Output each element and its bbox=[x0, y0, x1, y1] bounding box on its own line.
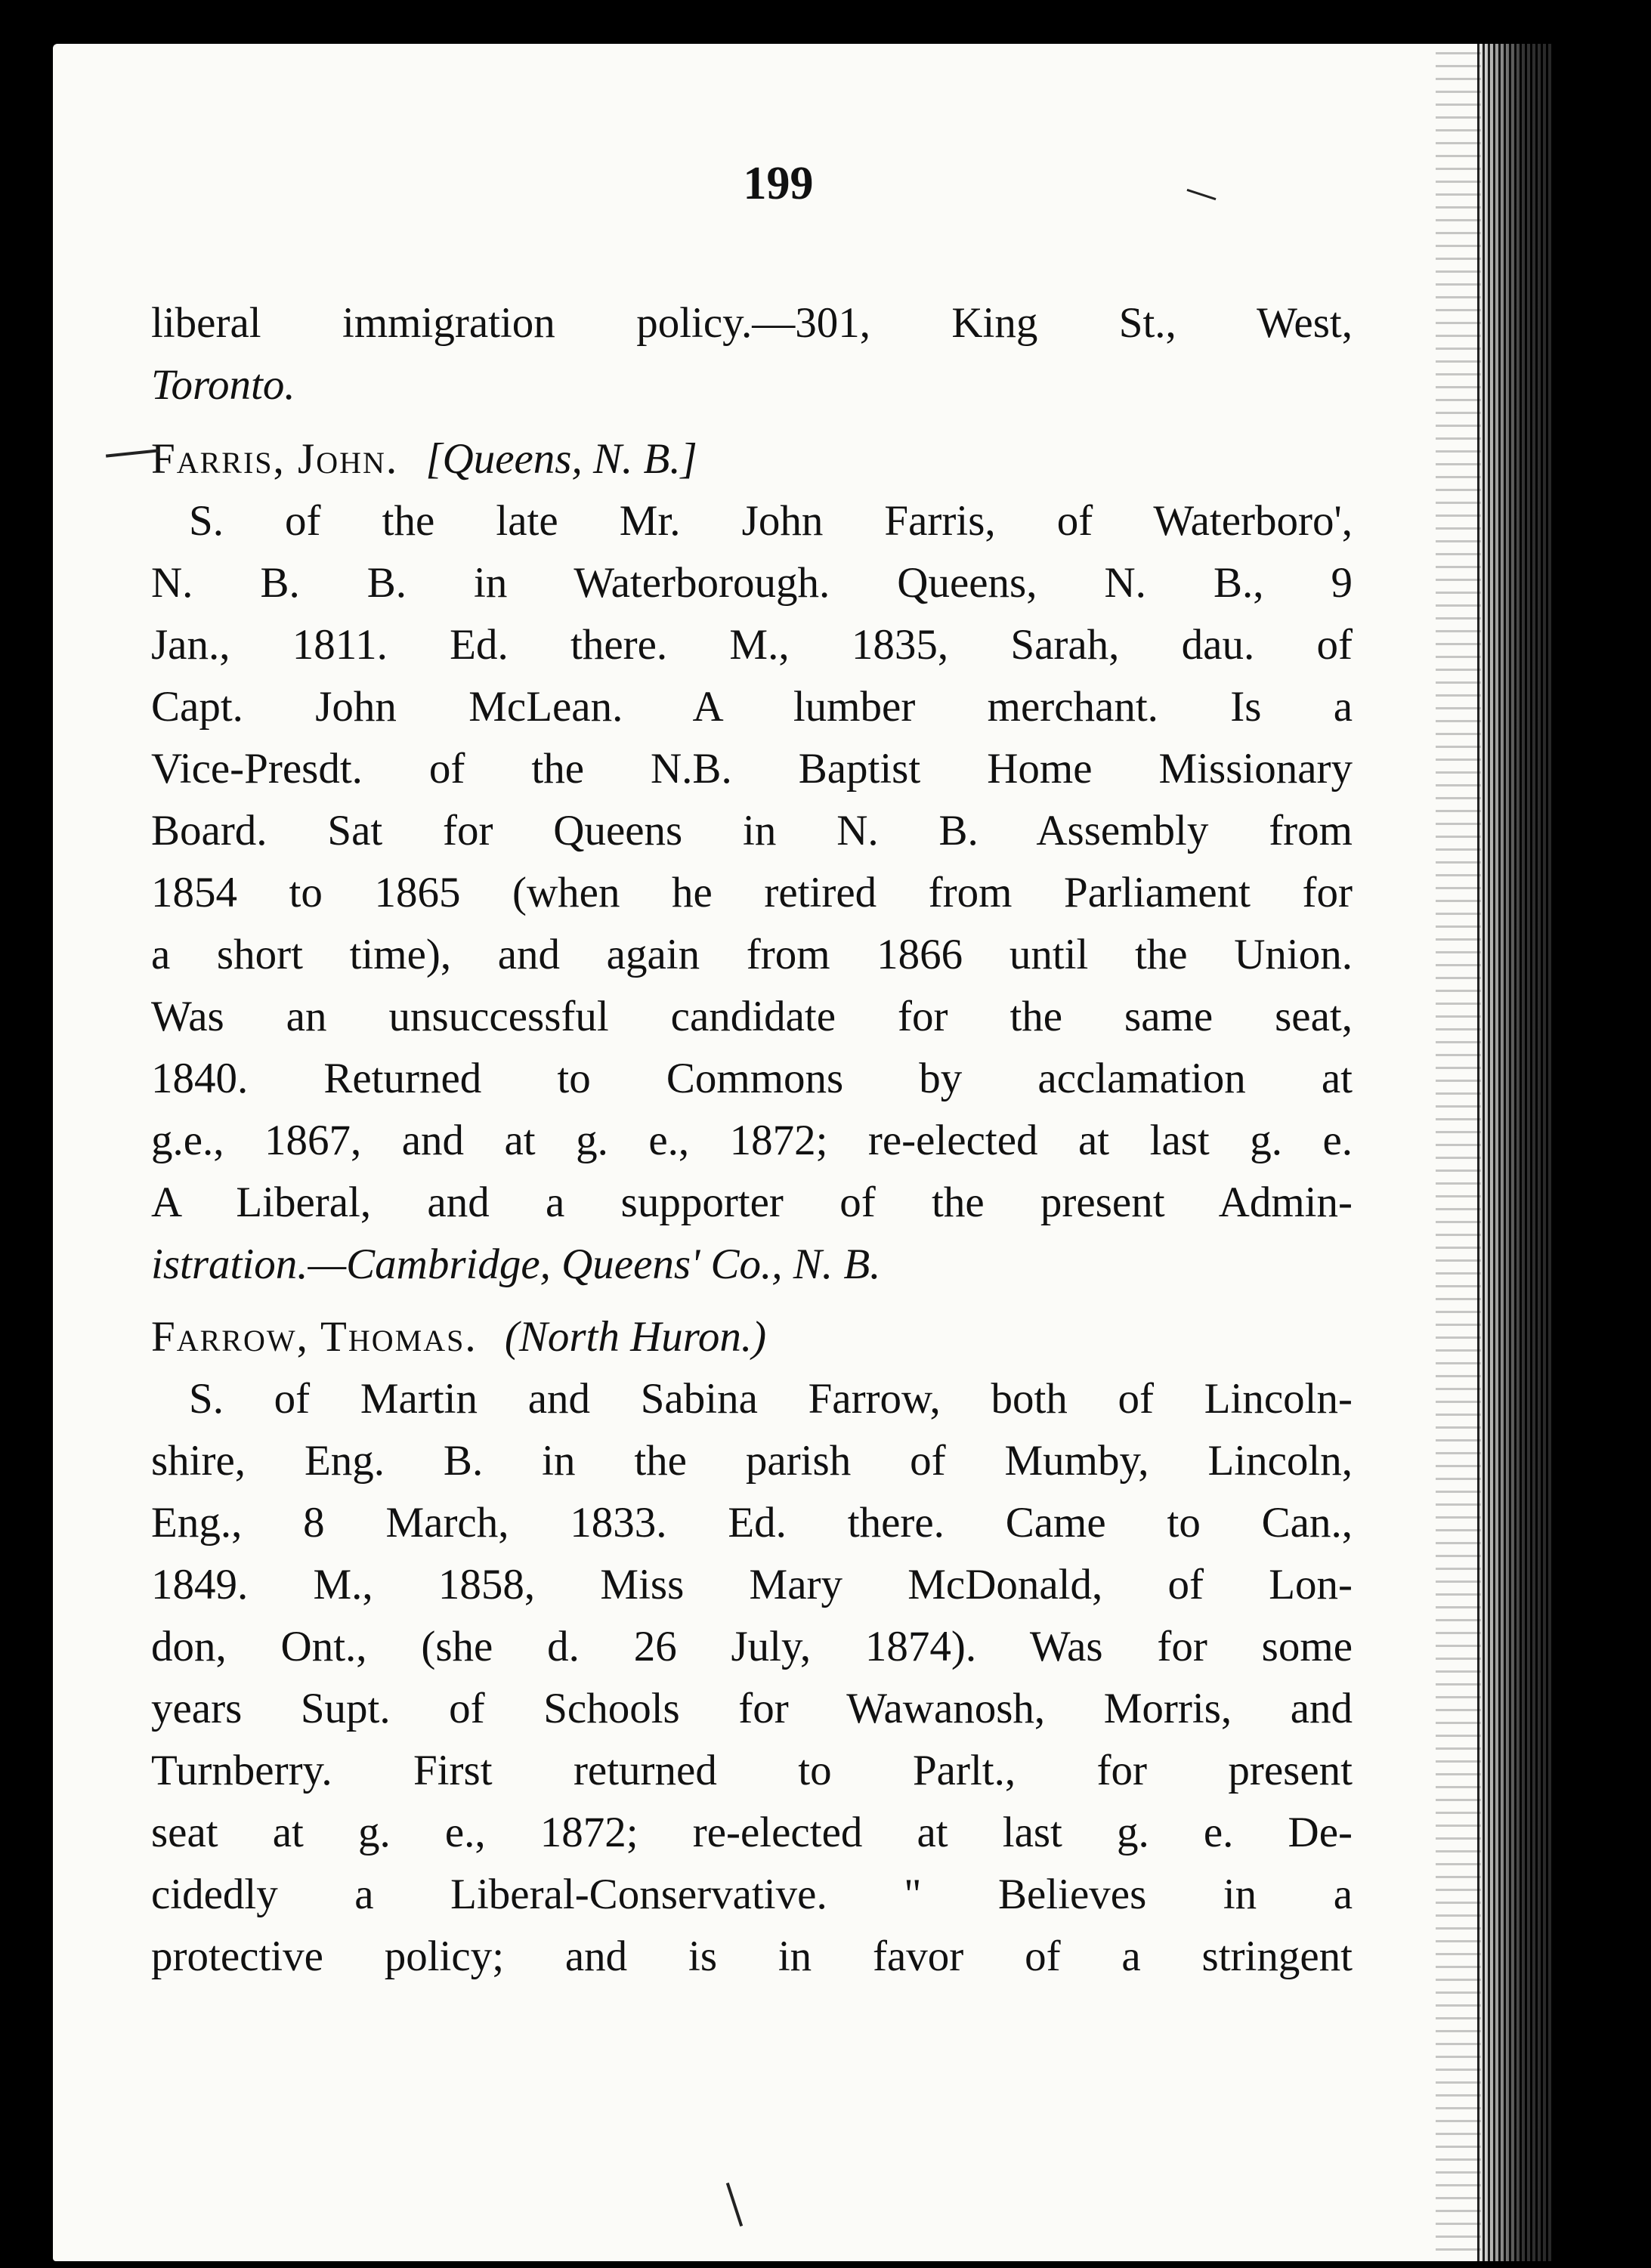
text-line: Board. Sat for Queens in N. B. Assembly from bbox=[151, 807, 1353, 854]
text-line: Turnberry. First returned to Parlt., for present bbox=[151, 1747, 1353, 1794]
text-line: don, Ont., (she d. 26 July, 1874). Was for some bbox=[151, 1623, 1353, 1670]
entry-constituency: [Queens, N. B.] bbox=[425, 435, 697, 483]
page-edge-shadow bbox=[1436, 44, 1481, 2261]
text-line: g.e., 1867, and at g. e., 1872; re-elected at last g. e. bbox=[151, 1117, 1353, 1164]
text-line: S. of Martin and Sabina Farrow, both of Lincoln- bbox=[189, 1375, 1353, 1423]
text-line: 1849. M., 1858, Miss Mary McDonald, of Lon- bbox=[151, 1561, 1353, 1608]
ink-mark bbox=[1187, 189, 1217, 200]
text-line: Capt. John McLean. A lumber merchant. Is a bbox=[151, 683, 1353, 731]
text-line: 1854 to 1865 (when he retired from Parliament for bbox=[151, 869, 1353, 916]
page-edge bbox=[1477, 44, 1553, 2261]
line-text: liberal immigration policy.—301, King St., West, bbox=[151, 299, 1353, 347]
text-line: Jan., 1811. Ed. there. M., 1835, Sarah, dau. of bbox=[151, 621, 1353, 669]
text-line: istration.—Cambridge, Queens' Co., N. B. bbox=[151, 1241, 881, 1288]
ink-mark bbox=[726, 2183, 743, 2226]
text-line bbox=[151, 355, 1353, 416]
entry-heading-farrow bbox=[151, 1307, 1353, 1367]
text-line: seat at g. e., 1872; re-elected at last g. e. De- bbox=[151, 1809, 1353, 1856]
text-line bbox=[151, 293, 1353, 354]
entry-name: Farrow, Thomas. bbox=[151, 1313, 478, 1361]
text-line: protective policy; and is in favor of a stringent bbox=[151, 1933, 1353, 1980]
book-page bbox=[53, 44, 1553, 2261]
text-line: Vice-Presdt. of the N.B. Baptist Home Missionary bbox=[151, 745, 1353, 793]
page-number: 199 bbox=[743, 158, 814, 209]
text-line: cidedly a Liberal-Conservative. " Believes in a bbox=[151, 1871, 1353, 1918]
text-line: shire, Eng. B. in the parish of Mumby, Lincoln, bbox=[151, 1437, 1353, 1485]
text-line: S. of the late Mr. John Farris, of Waterboro', bbox=[189, 497, 1353, 545]
text-line: 1840. Returned to Commons by acclamation at bbox=[151, 1055, 1353, 1102]
text-line: A Liberal, and a supporter of the present Admin- bbox=[151, 1179, 1353, 1226]
text-line: N. B. B. in Waterborough. Queens, N. B., 9 bbox=[151, 559, 1353, 607]
entry-name: Farris, John. bbox=[151, 435, 399, 483]
line-text: Toronto. bbox=[151, 361, 295, 409]
entry-constituency: (North Huron.) bbox=[504, 1313, 767, 1361]
entry-heading-farris bbox=[151, 429, 1353, 490]
text-line: Was an unsuccessful candidate for the same seat, bbox=[151, 993, 1353, 1040]
text-line: years Supt. of Schools for Wawanosh, Morris, and bbox=[151, 1685, 1353, 1732]
text-line: Eng., 8 March, 1833. Ed. there. Came to Can., bbox=[151, 1499, 1353, 1547]
text-line: a short time), and again from 1866 until the Union. bbox=[151, 931, 1353, 978]
